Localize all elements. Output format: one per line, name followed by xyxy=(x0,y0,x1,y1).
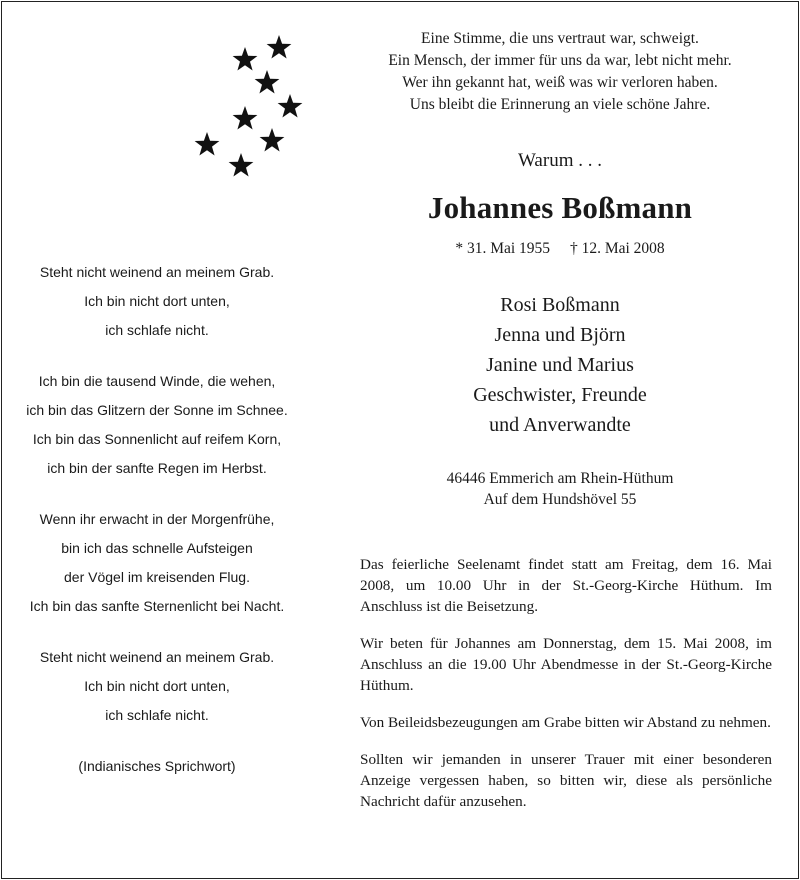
poem-line: Wenn ihr erwacht in der Morgenfrühe, xyxy=(39,511,275,527)
motto-line: Uns bleibt die Erinnerung an viele schöne Jahre. xyxy=(409,96,711,113)
poem xyxy=(12,258,302,781)
poem-source: (Indianisches Sprichwort) xyxy=(78,758,236,774)
poem-stanza xyxy=(12,258,302,345)
star-icon xyxy=(260,128,285,152)
family-line: Janine und Marius xyxy=(486,354,634,376)
death-date: † 12. Mai 2008 xyxy=(569,240,665,257)
poem-line: ich bin der sanfte Regen im Herbst. xyxy=(47,460,267,476)
poem-stanza xyxy=(12,367,302,483)
star-icon xyxy=(233,106,258,130)
notice-paragraph: Sollten wir jemanden in unserer Trauer mit einer besonderen Anzeige vergessen haben, so bitten wir, diese als persönliche Nachricht dafür anzusehen. xyxy=(360,751,772,810)
right-column xyxy=(340,24,780,510)
warum-heading: Warum . . . xyxy=(518,150,602,171)
address xyxy=(340,468,780,510)
star-icon xyxy=(255,70,280,94)
family-line: und Anverwandte xyxy=(489,414,631,436)
birth-date: * 31. Mai 1955 xyxy=(455,240,551,257)
address-line: 46446 Emmerich am Rhein-Hüthum xyxy=(446,470,674,487)
deceased-name: Johannes Boßmann xyxy=(427,190,693,225)
star-icon xyxy=(267,35,292,59)
star-icon xyxy=(195,132,220,156)
motto-line: Ein Mensch, der immer für uns da war, lebt nicht mehr. xyxy=(388,52,732,69)
family-line: Geschwister, Freunde xyxy=(473,384,647,406)
star-icon xyxy=(233,47,258,71)
address-line: Auf dem Hundshövel 55 xyxy=(483,491,637,508)
notices xyxy=(360,554,772,828)
poem-line: ich bin das Glitzern der Sonne im Schnee. xyxy=(26,402,288,418)
poem-line: ich schlafe nicht. xyxy=(105,322,209,338)
poem-stanza xyxy=(12,643,302,730)
notice-paragraph: Wir beten für Johannes am Donnerstag, dem 15. Mai 2008, im Anschluss an die 19.00 Uhr Abendmesse in der St.-Georg-Kirche Hüthum. xyxy=(360,635,772,694)
poem-stanza xyxy=(12,505,302,621)
poem-line: Ich bin die tausend Winde, die wehen, xyxy=(38,373,276,389)
poem-line: Steht nicht weinend an meinem Grab. xyxy=(39,264,275,280)
family-line: Rosi Boßmann xyxy=(500,294,620,316)
notice-paragraph: Von Beileidsbezeugungen am Grabe bitten wir Abstand zu nehmen. xyxy=(360,714,771,731)
star-icon xyxy=(278,94,303,118)
poem-line: der Vögel im kreisenden Flug. xyxy=(64,569,250,585)
poem-line: Ich bin das Sonnenlicht auf reifem Korn, xyxy=(32,431,282,447)
family-line: Jenna und Björn xyxy=(494,324,626,346)
poem-line: Steht nicht weinend an meinem Grab. xyxy=(39,649,275,665)
notice-paragraph: Das feierliche Seelenamt findet statt am Freitag, dem 16. Mai 2008, um 10.00 Uhr in der St.-Georg-Kirche Hüthum. Im Anschluss ist die Beisetzung. xyxy=(360,556,772,615)
motto-line: Eine Stimme, die uns vertraut war, schweigt. xyxy=(421,30,699,47)
poem-line: Ich bin das sanfte Sternenlicht bei Nacht. xyxy=(29,598,285,614)
life-dates xyxy=(340,240,780,258)
star-icon xyxy=(229,153,254,177)
poem-line: bin ich das schnelle Aufsteigen xyxy=(61,540,253,556)
poem-line: ich schlafe nicht. xyxy=(105,707,209,723)
motto-line: Wer ihn gekannt hat, weiß was wir verloren haben. xyxy=(402,74,718,91)
stars-decoration xyxy=(190,30,310,180)
family-list xyxy=(340,290,780,440)
poem-line: Ich bin nicht dort unten, xyxy=(84,678,230,694)
motto xyxy=(340,28,780,116)
poem-line: Ich bin nicht dort unten, xyxy=(84,293,230,309)
